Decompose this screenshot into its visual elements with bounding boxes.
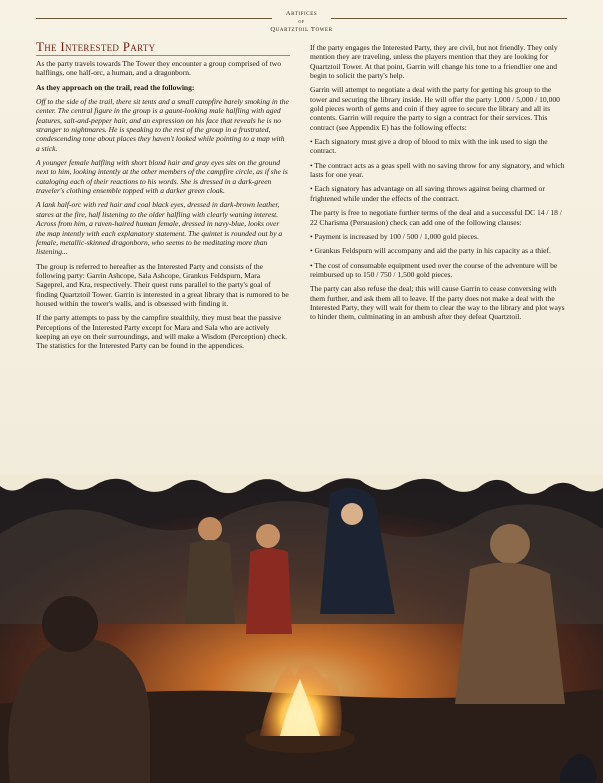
contract-effect-3: • Each signatory has advantage on all saving throws against being charmed or frightened while under the effects of the contract. xyxy=(310,184,545,203)
title-underline xyxy=(36,55,290,56)
header-rule-right xyxy=(331,18,567,19)
further-terms-paragraph: The party is free to negotiate further terms of the deal and a successful DC 14 / 18 / 22 Charisma (Persuasion) check can add one of the following clauses: xyxy=(310,208,562,227)
negotiate-paragraph: Garrin will attempt to negotiate a deal with the party for getting his group to the tower and securing the library inside. He will offer the party 1,000 / 5,000 / 10,000 gold pieces worth of gems and coin if they agree to secure the library and all its contents. Garrin will require the party to sign a contract for their services. This contract (see Appendix E) has the following effects: xyxy=(310,85,560,132)
refuse-paragraph: The party can also refuse the deal; this will cause Garrin to cease conversing with them further, and ask them all to leave. If the party does not make a deal with the Interested Party, they will wait for them to clear the way to the library and plot ways to hinder them, culminating in an ambush after they defeat Quartztoil. xyxy=(310,284,565,322)
header-line-1: Artifices xyxy=(285,10,318,17)
campfire-illustration xyxy=(0,474,603,783)
header-line-2: of xyxy=(298,18,305,25)
intro-paragraph: As the party travels towards The Tower they encounter a group comprised of two halflings, one half-orc, a human, and a dragonborn. xyxy=(36,59,282,78)
clause-3: • The cost of consumable equipment used over the course of the adventure will be reimbursed up to 150 / 750 / 1,500 gold pieces. xyxy=(310,260,558,279)
section-title: The Interested Party xyxy=(36,39,156,54)
read-aloud-text-1: Off to the side of the trail, there sit tents and a small campfire barely smoking in the center. The central figure in the group is a gaunt-looking male halfling with aged features, salt-and-pepper hair, and an expression on his face that reveals he is no stranger to nightmares. He is speaking to the rest of the group in a frustrated, condescending tone about places they haven't looked while pointing to a map with a stick. xyxy=(36,97,289,153)
header-rule-left xyxy=(36,18,272,19)
contract-effect-1: • Each signatory must give a drop of blood to mix with the ink used to sign the contract. xyxy=(310,137,548,156)
read-aloud-prompt: As they approach on the trail, read the following: xyxy=(36,82,195,92)
running-header xyxy=(0,10,603,34)
header-line-3: Quartztoil Tower xyxy=(270,25,333,33)
read-aloud-text-3: A lank half-orc with red hair and coal black eyes, dressed in dark-brown leather, stares at the fire, half listening to the older halfling with clearly waning interest. Across from him, a raven-haired human female, dressed in navy-blue, looks over the map intently with each explanatory statement. The quintet is rounded out by a female, metallic-skinned dragonborn, who seems to be meditating more than listening... xyxy=(36,200,283,257)
engage-paragraph: If the party engages the Interested Party, they are civil, but not friendly. They only mention they are traveling, unless the players mention that they are looking for Quartztoil Tower. At that point, Garrin will change his tone to a friendlier one and begin to solicit the party's help. xyxy=(310,43,558,81)
contract-effect-2: • The contract acts as a geas spell with no saving throw for any signatory, and which lasts for one year. xyxy=(310,160,565,180)
left-column xyxy=(36,40,290,356)
clause-1: • Payment is increased by 100 / 500 / 1,000 gold pieces. xyxy=(310,231,479,241)
stealth-paragraph: If the party attempts to pass by the campfire stealthily, they must beat the passive Perceptions of the Interested Party except for Mara and Sala who are actively keeping an eye on their surroundings, and will make a Wisdom (Perception) check. The statistics for the Interested Party can be found in the appendices. xyxy=(36,313,288,351)
right-column xyxy=(310,43,565,327)
clause-2: • Grankus Feldspurn will accompany and aid the party in his capacity as a thief. xyxy=(310,246,551,256)
read-aloud-text-2: A younger female halfling with short blond hair and gray eyes sits on the ground next to him, looking intently at the other members of the campfire circle, as if she is cataloging each of their reactions to his words. She is dressed in a dark-green traveler's clothing ensemble topped with a darker green cloak. xyxy=(36,158,288,196)
party-members-paragraph: The group is referred to hereafter as the Interested Party and consists of the following party: Garrin Ashcope, Sala Ashcope, Grankus Feldspurn, Mara Sageprel, and Kra, respectively. Their quest runs parallel to the party's goal of finding Quartztoil Tower. Garrin is interested in a great library that is rumored to be housed within the tower's walls, and is obsessed with finding it. xyxy=(36,261,289,308)
